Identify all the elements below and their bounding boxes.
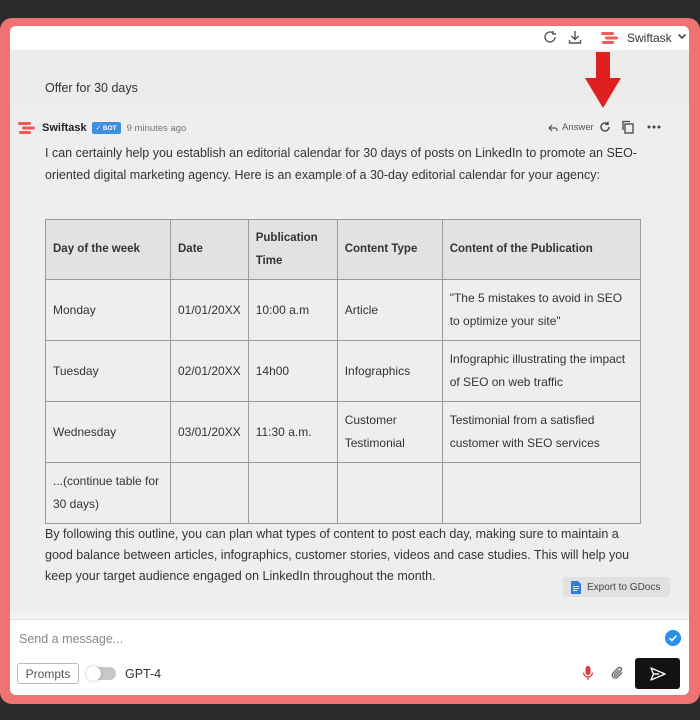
message-input[interactable] [17,628,621,650]
table-cell: Wednesday [46,402,171,463]
table-cell: 10:00 a.m [248,280,337,341]
column-header: Day of the week [46,220,171,280]
more-options-icon[interactable] [647,120,661,134]
gpt4-toggle[interactable] [86,667,116,680]
export-to-gdocs-button[interactable] [563,577,670,597]
download-icon[interactable] [567,29,583,45]
table-cell: Monday [46,280,171,341]
chevron-down-icon[interactable] [676,30,688,42]
table-cell [171,463,249,524]
message-timestamp: 9 minutes ago [126,122,187,134]
export-label: Export to GDocs [587,581,661,593]
table-cell: 14h00 [248,341,337,402]
column-header: Publication Time [248,220,337,280]
table-row [46,402,641,463]
column-header: Content of the Publication [442,220,640,280]
message-composer [10,619,689,695]
table-cell: 01/01/20XX [171,280,249,341]
refresh-icon[interactable] [542,29,558,45]
column-header: Content Type [337,220,442,280]
bot-badge: ✓ BOT [92,122,121,134]
table-cell: 03/01/20XX [171,402,249,463]
bot-message [10,103,689,613]
table-row [46,341,641,402]
table-cell: "The 5 mistakes to avoid in SEO to optimize your site" [442,280,640,341]
microphone-icon[interactable] [581,665,595,681]
swiftask-logo-icon [601,31,619,45]
table-cell: Tuesday [46,341,171,402]
table-cell [337,463,442,524]
reply-icon [548,123,558,133]
table-cell: 11:30 a.m. [248,402,337,463]
answer-button[interactable] [548,122,594,133]
column-header: Date [171,220,249,280]
table-cell: Testimonial from a satisfied customer with SEO services [442,402,640,463]
check-circle-icon[interactable] [665,630,681,646]
chat-window [10,26,689,695]
table-cell: Infographics [337,341,442,402]
bot-name: Swiftask [42,122,87,134]
bot-message-header [18,119,186,137]
prompts-button[interactable]: Prompts [17,663,79,684]
table-cell: Article [337,280,442,341]
table-row [46,463,641,524]
table-cell: ...(continue table for 30 days) [46,463,171,524]
regenerate-icon[interactable] [598,120,612,134]
attachment-icon[interactable] [610,665,625,681]
table-cell: 02/01/20XX [171,341,249,402]
user-message-text: Offer for 30 days [45,81,138,95]
copy-icon[interactable] [621,120,635,134]
brand-name: Swiftask [627,31,672,45]
send-icon [650,667,666,681]
table-header-row [46,220,641,280]
table-cell: Customer Testimonial [337,402,442,463]
table-row [46,280,641,341]
table-cell [442,463,640,524]
table-cell: Infographic illustrating the impact of SEO on web traffic [442,341,640,402]
editorial-calendar-table [45,219,641,524]
brand-selector[interactable] [601,28,672,48]
google-docs-icon [571,581,581,594]
answer-label: Answer [562,122,594,133]
toggle-knob [86,666,101,681]
send-button[interactable] [635,658,680,689]
table-cell [248,463,337,524]
annotation-arrow-icon [585,52,621,110]
bot-outro-text: By following this outline, you can plan what types of content to post each day, making sure to maintain a good balance between articles, infographics, customer stories, videos and case studies. This will help you keep your target audience engaged on LinkedIn throughout the month. [45,527,630,583]
bot-avatar-icon [18,121,36,135]
top-bar [10,26,689,50]
bot-intro-text: I can certainly help you establish an editorial calendar for 30 days of posts on LinkedIn to promote an SEO-oriented digital marketing agency. Here is an example of a 30-day editorial calendar for your agency: [45,146,638,182]
model-label: GPT-4 [125,667,162,681]
